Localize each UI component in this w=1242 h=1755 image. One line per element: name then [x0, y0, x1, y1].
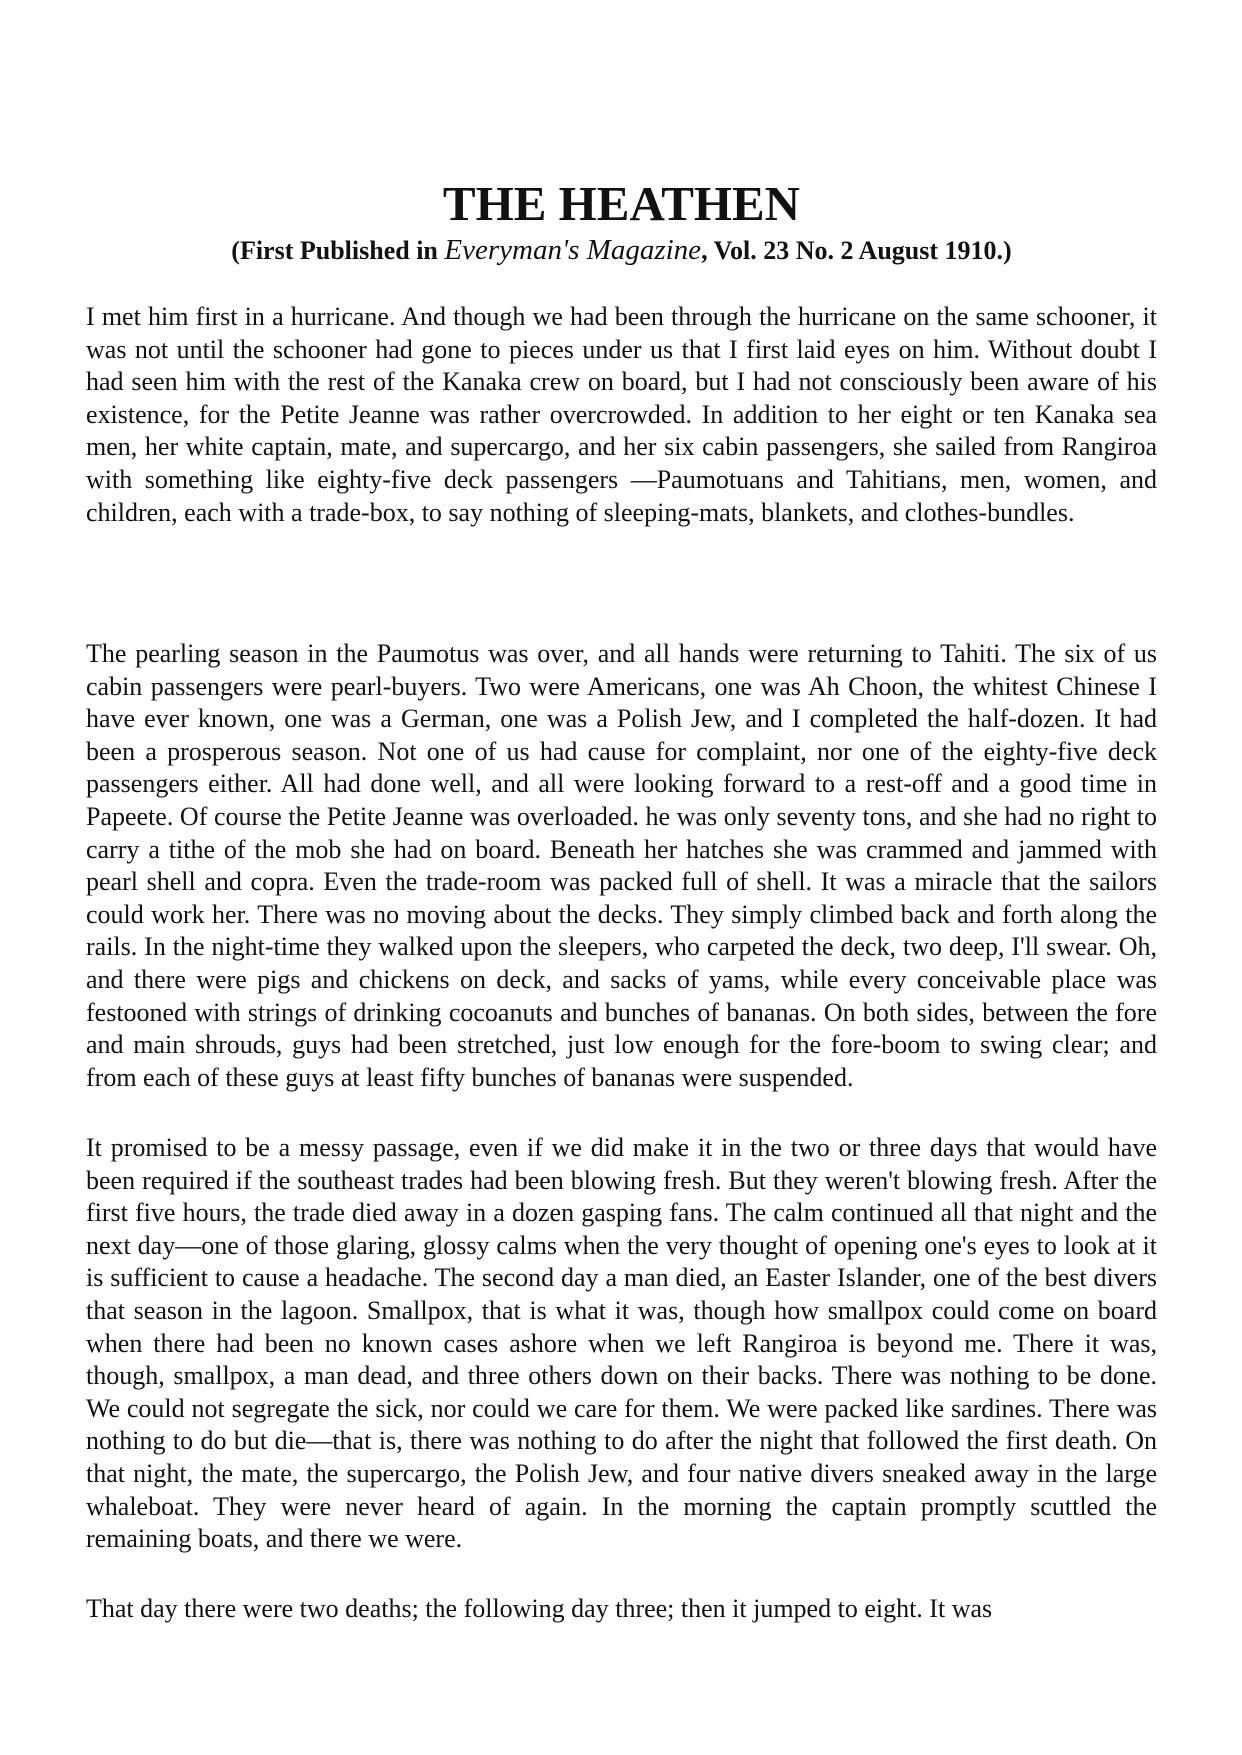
paragraph-3: It promised to be a messy passage, even if we did make it in the two or three days that would have been required if the southeast trades had been blowing fresh. But they weren't blowing fresh. After the first five hours, the trade died away in a dozen gasping fans. The calm continued all that night and the next day—one of those glaring, glossy calms when the very thought of opening one's eyes to look at it is sufficient to cause a headache. The second day a man died, an Easter Islander, one of the best divers that season in the lagoon. Smallpox, that is what it was, though how smallpox could come on board when there had been no known cases ashore when we left Rangiroa is beyond me. There it was, though, smallpox, a man dead, and three others down on their backs. There was nothing to be done. We could not segregate the sick, nor could we care for them. We were packed like sardines. There was nothing to do but die—that is, there was nothing to do after the night that followed the first death. On that night, the mate, the supercargo, the Polish Jew, and four native divers sneaked away in the large whaleboat. They were never heard of again. In the morning the captain promptly scuttled the remaining boats, and there we were. [86, 1133, 1157, 1554]
paragraph-1: I met him first in a hurricane. And though we had been through the hurricane on the same schooner, it was not until the schooner had gone to pieces under us that I first laid eyes on him. Without doubt I had seen him with the rest of the Kanaka crew on board, but I had not consciously been aware of his existence, for the Petite Jeanne was rather overcrowded. In addition to her eight or ten Kanaka sea men, her white captain, mate, and supercargo, and her six cabin passengers, she sailed from Rangiroa with something like eighty-five deck passengers —Paumotuans and Tahitians, men, women, and children, each with a trade-box, to say nothing of sleeping-mats, blankets, and clothes-bundles. [86, 302, 1157, 527]
document-page [86, 0, 1157, 1755]
paragraph-4: That day there were two deaths; the following day three; then it jumped to eight. It was [86, 1594, 993, 1623]
story-title: THE HEATHEN [442, 176, 801, 231]
magazine-name: Everyman's Magazine [444, 234, 702, 266]
publication-note [86, 234, 1157, 267]
paragraph-2: The pearling season in the Paumotus was over, and all hands were returning to Tahiti. The six of us cabin passengers were pearl-buyers. Two were Americans, one was Ah Choon, the whitest Chinese I have ever known, one was a German, one was a Polish Jew, and I completed the half-dozen. It had been a prosperous season. Not one of us had cause for complaint, nor one of the eighty-five deck passengers either. All had done well, and all were looking forward to a rest-off and a good time in Papeete. Of course the Petite Jeanne was overloaded. he was only seventy tons, and she had no right to carry a tithe of the mob she had on board. Beneath her hatches she was crammed and jammed with pearl shell and copra. Even the trade-room was packed full of shell. It was a miracle that the sailors could work her. There was no moving about the decks. They simply climbed back and forth along the rails. In the night-time they walked upon the sleepers, who carpeted the deck, two deep, I'll swear. Oh, and there were pigs and chickens on deck, and sacks of yams, while every conceivable place was festooned with strings of drinking cocoanuts and bunches of bananas. On both sides, between the fore and main shrouds, guys had been stretched, just low enough for the fore-boom to swing clear; and from each of these guys at least fifty bunches of bananas were suspended. [86, 639, 1157, 1092]
publication-note-prefix: (First Published in [231, 236, 445, 265]
publication-note-suffix: , Vol. 23 No. 2 August 1910.) [701, 236, 1012, 265]
